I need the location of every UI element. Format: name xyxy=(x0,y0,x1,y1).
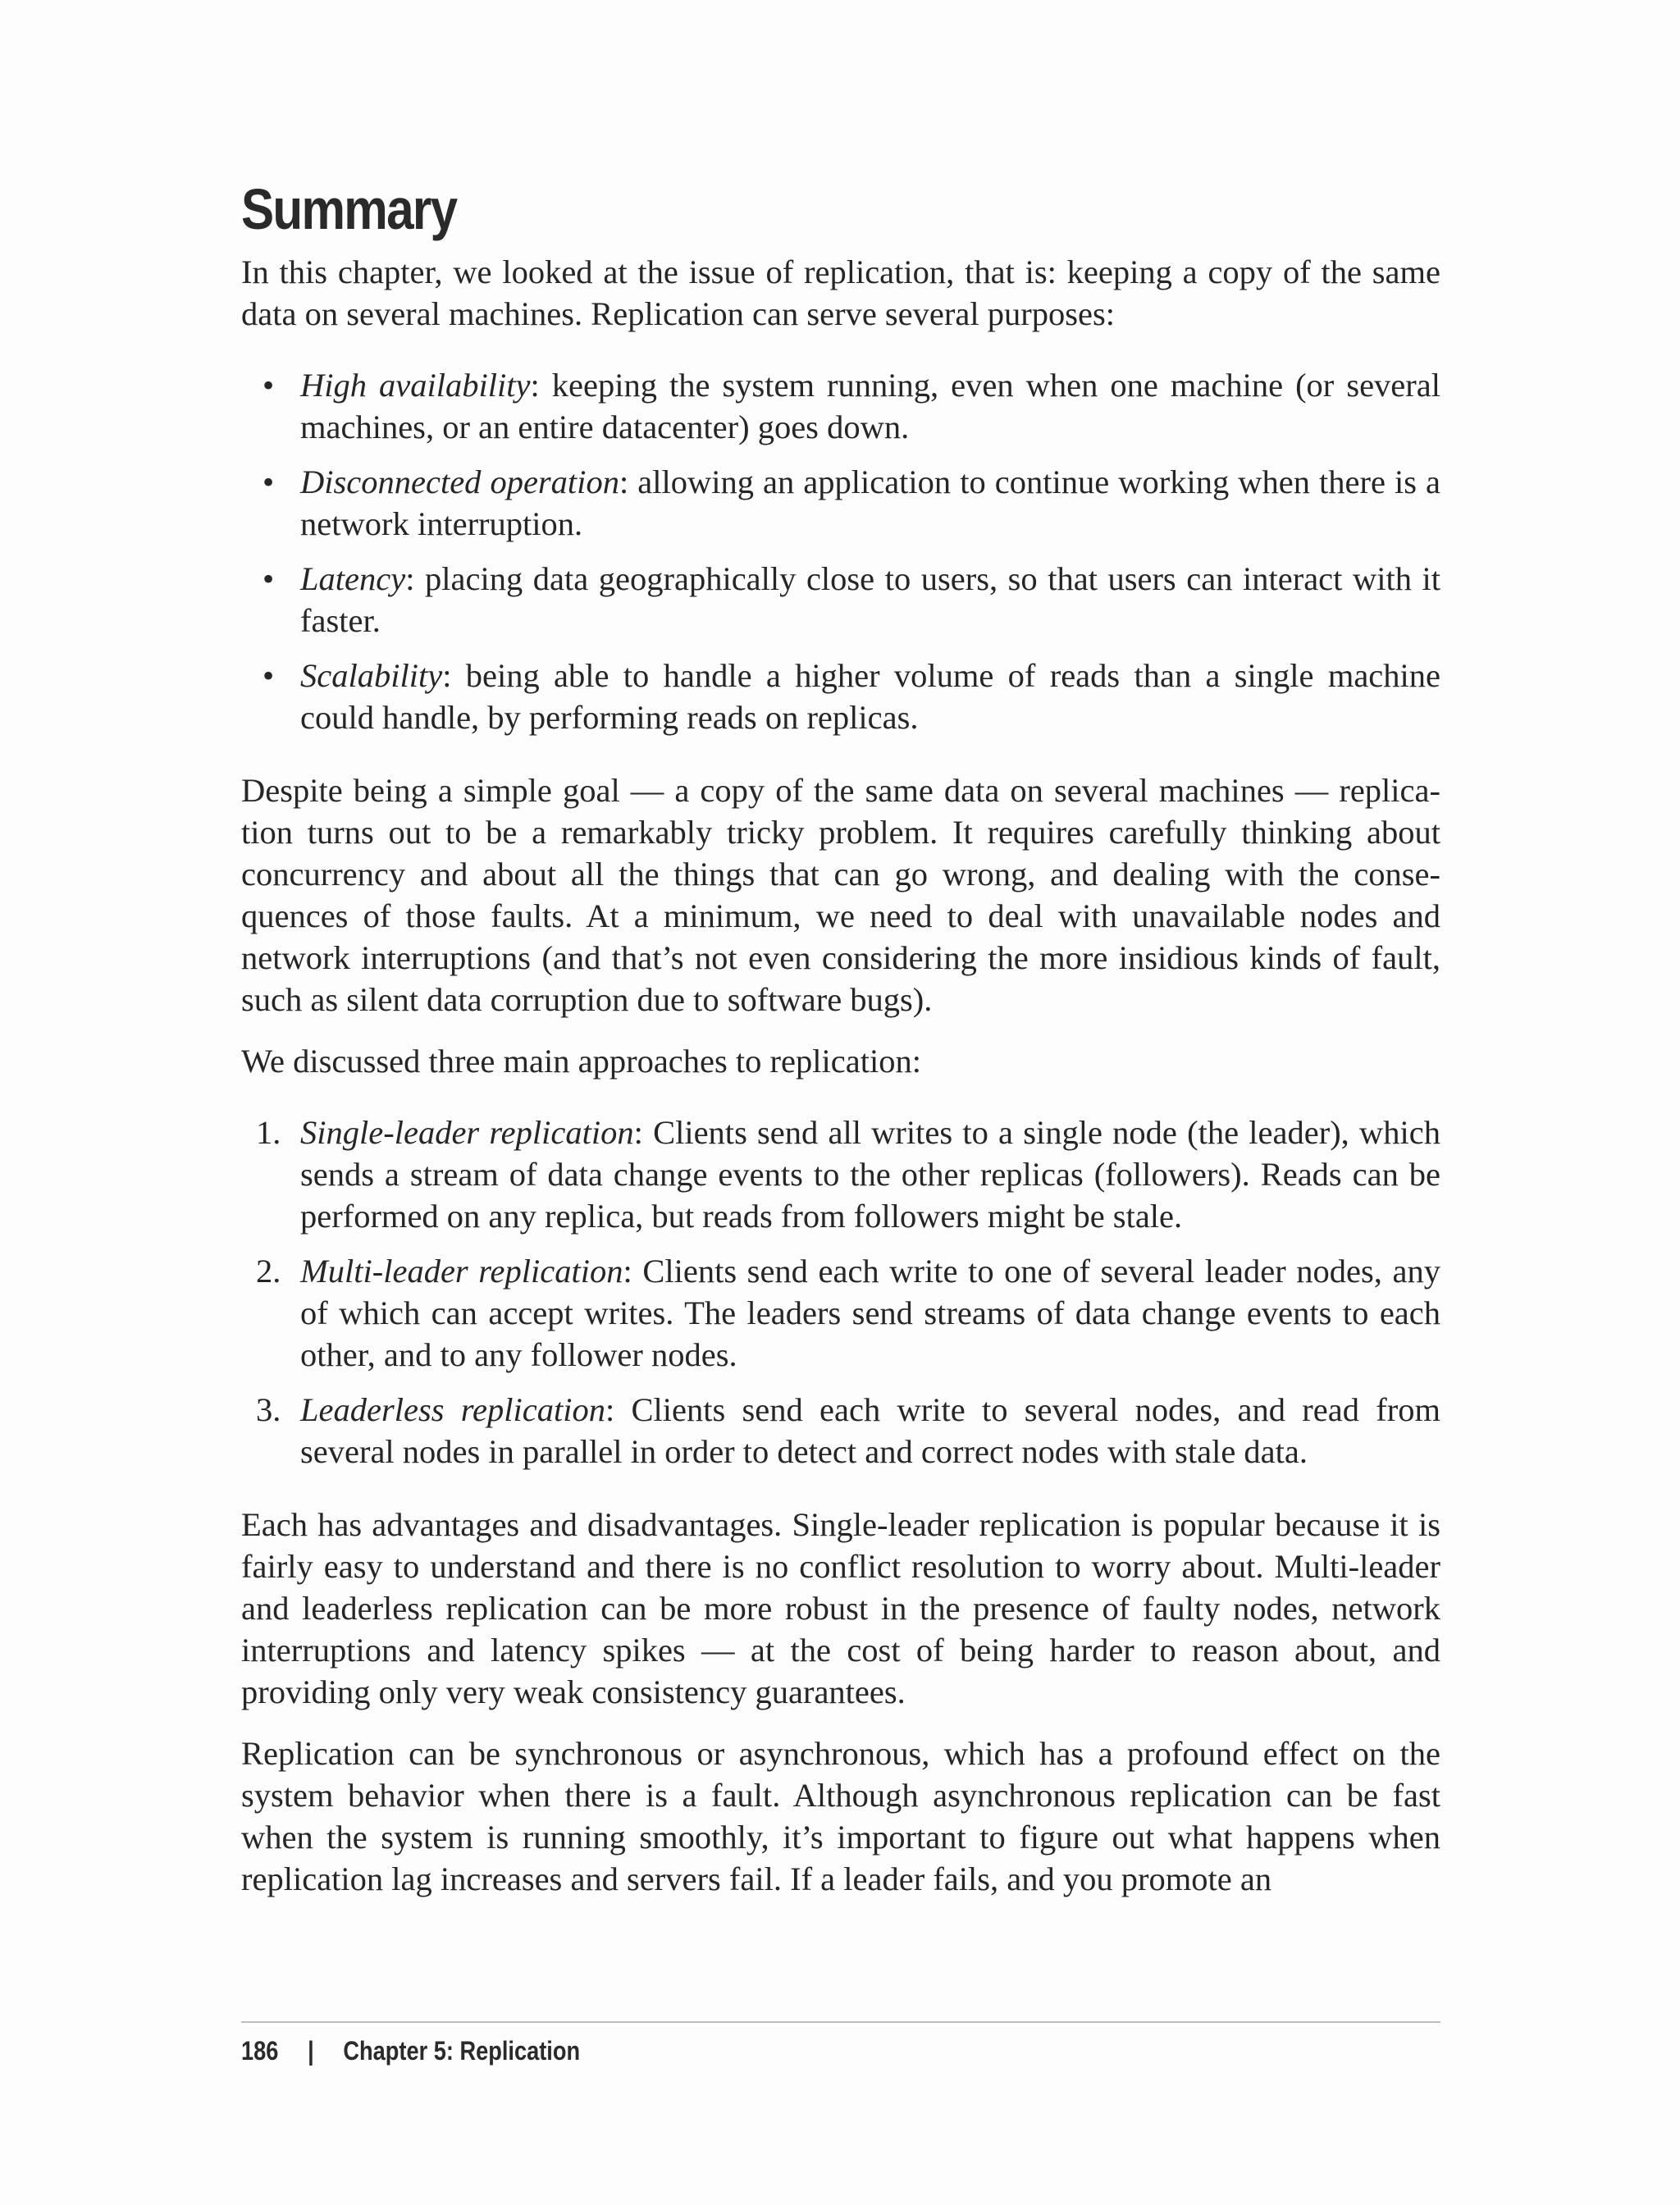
list-item xyxy=(241,655,1440,738)
list-number: 3. xyxy=(256,1391,281,1428)
list-item-term: Multi-leader replication xyxy=(300,1253,623,1290)
list-item xyxy=(241,1250,1440,1376)
tradeoffs-paragraph: Each has advantages and disadvantages. Single-leader replication is popular because it is fairly easy to understand and there is no conflict resolution to worry about. Multi-leader and leaderless replication can be more robust in the presence of faulty nodes, network interruptions and latency spikes — at the cost of being harder to reason about, and providing only very weak consistency guarantees. xyxy=(241,1506,1440,1710)
sync-paragraph: Replication can be synchronous or asynchronous, which has a profound effect on the system behavior when there is a fault. Although asynchronous replication can be fast when the system is running smoothly, it’s important to figure out what happens when replication lag increases and servers fail. If a leader fails, and you promote an xyxy=(241,1735,1440,1897)
list-item-text: : placing data geographically close to users, so that users can interact with it faster. xyxy=(300,560,1440,639)
list-item xyxy=(241,1112,1440,1237)
intro-paragraph: In this chapter, we looked at the issue of replication, that is: keeping a copy of the same data on several machines. Replication can serve several purposes: xyxy=(241,253,1440,332)
list-item-term: Scalability xyxy=(300,657,443,694)
page-footer xyxy=(241,2031,580,2070)
approaches-intro-paragraph: We discussed three main approaches to replication: xyxy=(241,1043,921,1080)
bullet-marker: • xyxy=(262,560,275,597)
list-item-term: High availability xyxy=(300,367,531,404)
list-item xyxy=(241,461,1440,545)
footer-separator: | xyxy=(308,2036,314,2066)
purposes-list xyxy=(241,364,1440,738)
list-number: 2. xyxy=(256,1253,281,1290)
list-item-text: : Clients send all writes to a single node (the leader), which sends a stream of data change events to the other replicas (followers). Reads can be performed on any replica, but reads from followers might be stale. xyxy=(300,1114,1440,1235)
list-item-term: Leaderless replication xyxy=(300,1391,605,1428)
page-number: 186 xyxy=(241,2036,279,2066)
list-item-text: : allowing an application to continue working when there is a network interruption. xyxy=(300,463,1440,542)
despite-paragraph: Despite being a simple goal — a copy of the same data on several machines — replication turns out to be a remarkably tricky problem. It requires carefully thinking about concurrency and about all the things that can go wrong, and dealing with the consequences of those faults. At a minimum, we need to deal with unavailable nodes and network interruptions (and that’s not even considering the more insidious kinds of fault, such as silent data corruption due to software bugs). xyxy=(241,772,1440,1018)
chapter-title: Chapter 5: Replication xyxy=(343,2036,581,2066)
bullet-marker: • xyxy=(262,657,275,694)
list-item xyxy=(241,1389,1440,1472)
list-item xyxy=(241,558,1440,641)
section-heading: Summary xyxy=(241,177,457,241)
list-item xyxy=(241,364,1440,448)
bullet-marker: • xyxy=(262,463,275,500)
bullet-marker: • xyxy=(262,367,275,404)
list-item-term: Single-leader replication xyxy=(300,1114,634,1151)
approaches-list xyxy=(241,1112,1440,1472)
list-item-text: : Clients send each write to several nodes, and read from several nodes in parallel in order to detect and correct nodes with stale data. xyxy=(300,1391,1440,1470)
list-item-text: : keeping the system running, even when one machine (or several machines, or an entire datacenter) goes down. xyxy=(300,367,1440,445)
list-item-term: Disconnected operation xyxy=(300,463,619,500)
list-item-term: Latency xyxy=(300,560,406,597)
page-content xyxy=(241,172,1440,1920)
list-number: 1. xyxy=(256,1114,281,1151)
list-item-text: : Clients send each write to one of several leader nodes, any of which can accept writes. The leaders send streams of data change events to each other, and to any follower nodes. xyxy=(300,1253,1440,1373)
list-item-text: : being able to handle a higher volume of reads than a single machine could handle, by performing reads on replicas. xyxy=(300,657,1440,736)
footer-divider xyxy=(241,2021,1440,2023)
